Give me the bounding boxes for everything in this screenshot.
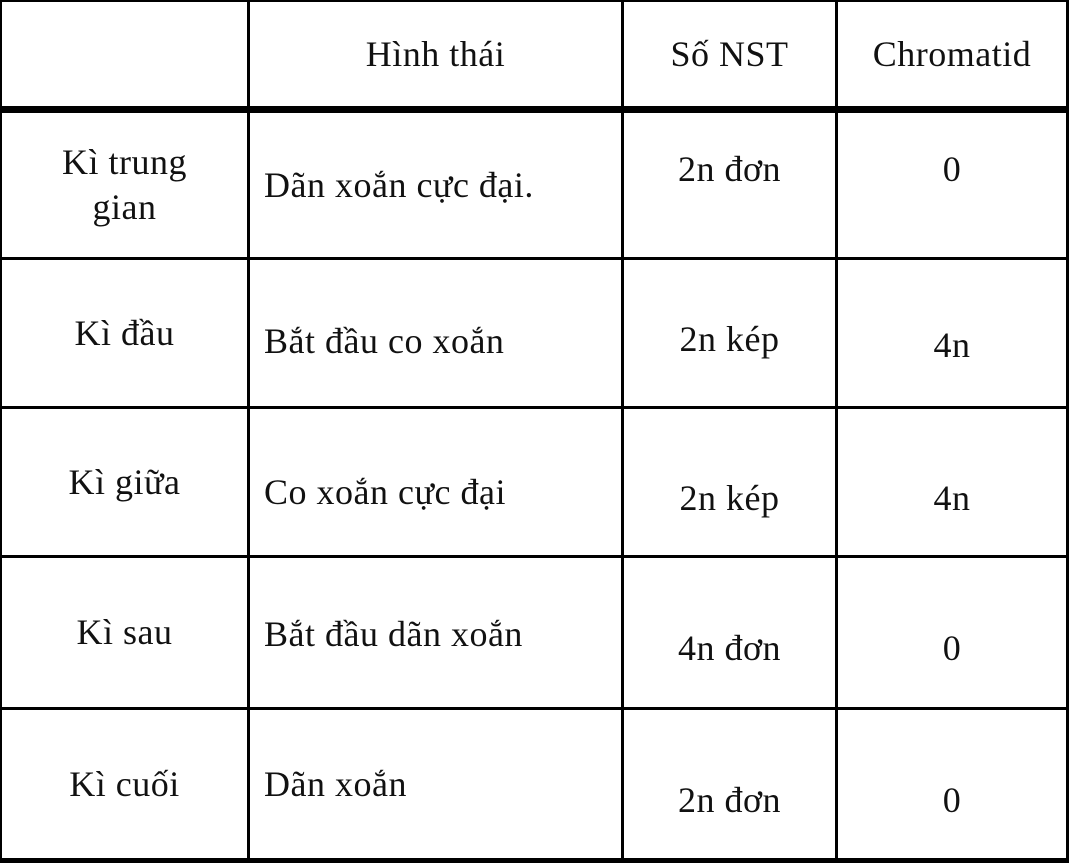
header-cell-morphology — [250, 2, 624, 113]
morphology-cell — [250, 558, 624, 710]
phase-cell — [2, 710, 250, 858]
morphology-cell — [250, 710, 624, 858]
phase-label: Kì sau — [76, 612, 173, 652]
nst-cell — [624, 113, 838, 260]
morphology-label: Co xoắn cực đại — [264, 471, 506, 512]
chromatid-cell — [838, 409, 1066, 558]
nst-value: 2n kép — [679, 318, 780, 359]
header-cell-blank — [2, 2, 250, 113]
phase-label: Kì đầu — [74, 312, 175, 353]
nst-value: 4n đơn — [677, 628, 782, 668]
phase-cell — [2, 558, 250, 710]
chromatid-value: 0 — [942, 148, 962, 189]
header-cell-nst-count — [624, 2, 838, 113]
nst-cell — [624, 558, 838, 710]
chromatid-cell — [838, 260, 1066, 409]
morphology-label: Bắt đầu co xoắn — [264, 320, 505, 361]
header-cell-chromatid — [838, 2, 1066, 113]
nst-value: 2n đơn — [677, 148, 782, 189]
nst-value: 2n đơn — [677, 779, 782, 820]
nst-cell — [624, 409, 838, 558]
chromatid-cell — [838, 710, 1066, 858]
phase-cell — [2, 260, 250, 409]
morphology-label: Dãn xoắn — [264, 763, 407, 804]
nst-cell — [624, 710, 838, 858]
morphology-label: Dãn xoắn cực đại. — [264, 164, 534, 205]
phase-cell — [2, 409, 250, 558]
morphology-label: Bắt đầu dãn xoắn — [264, 614, 523, 654]
chromatid-cell — [838, 113, 1066, 260]
chromatid-cell — [838, 558, 1066, 710]
morphology-cell — [250, 409, 624, 558]
chromatid-value: 4n — [933, 324, 971, 365]
chromatid-value: 4n — [933, 477, 971, 518]
nst-value: 2n kép — [679, 477, 780, 518]
phase-cell — [2, 113, 250, 260]
morphology-cell — [250, 260, 624, 409]
header-label-morphology: Hình thái — [365, 33, 506, 74]
chromatid-value: 0 — [942, 628, 962, 668]
morphology-cell — [250, 113, 624, 260]
phase-label: Kì giữa — [68, 461, 181, 502]
header-label-chromatid: Chromatid — [872, 33, 1032, 74]
chromatid-value: 0 — [942, 779, 962, 820]
phase-label: Kì trung gian — [62, 142, 187, 227]
header-label-nst-count: Số NST — [670, 33, 789, 74]
nst-cell — [624, 260, 838, 409]
phase-label: Kì cuối — [69, 763, 180, 804]
